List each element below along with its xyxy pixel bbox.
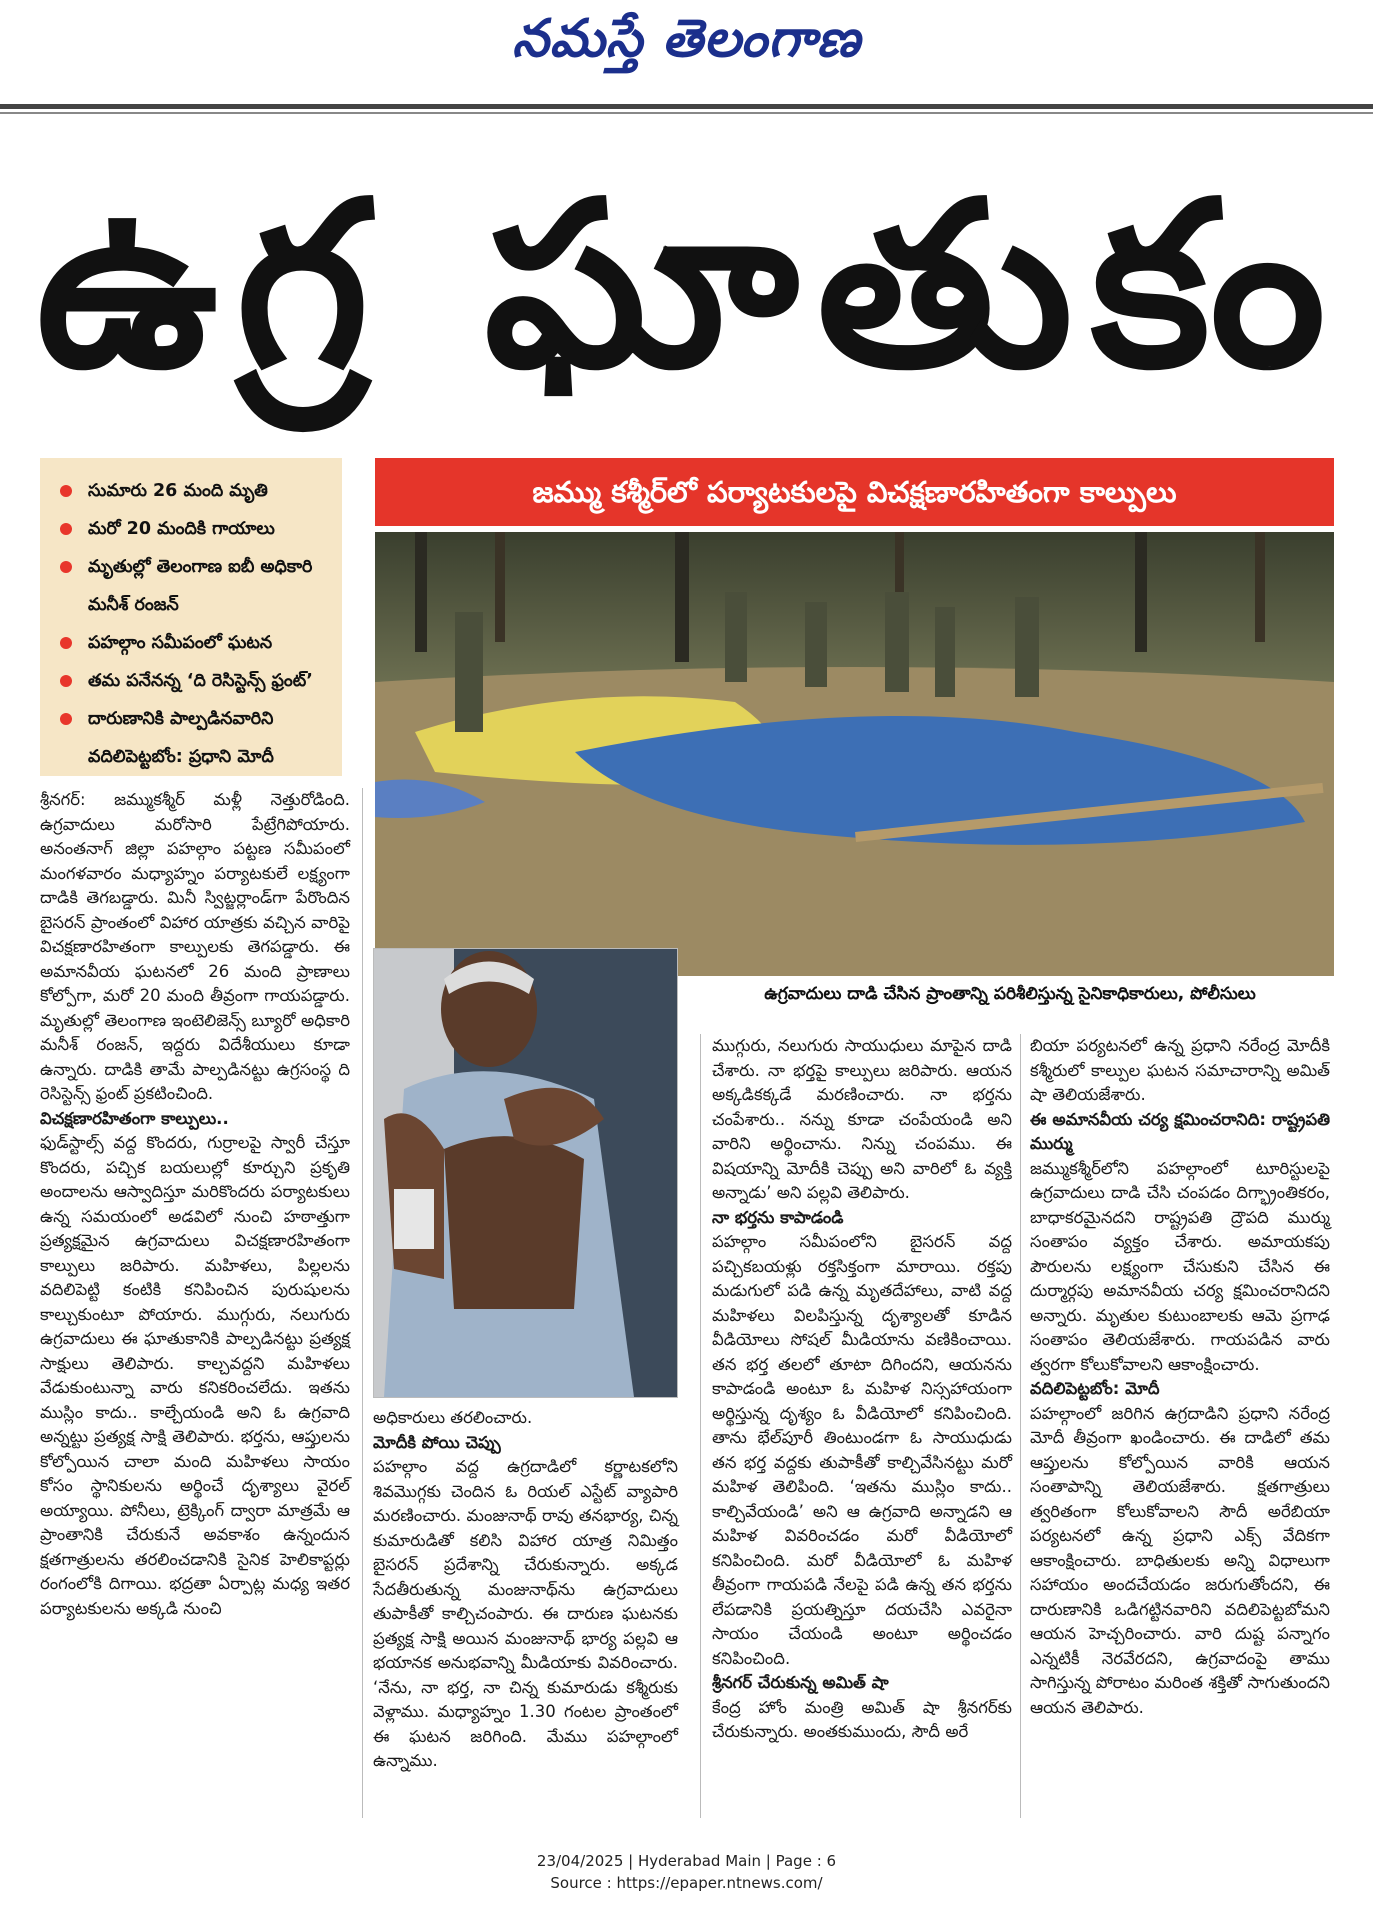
inset-photo <box>373 948 678 1398</box>
article-column-4 <box>1030 1034 1330 1720</box>
highlight-item: మరో 20 మందికి గాయాలు <box>54 510 334 548</box>
article-column-3 <box>712 1034 1012 1745</box>
highlight-item: తమ పనేనన్న ‘ది రెసిస్టెన్స్ ఫ్రంట్’ <box>54 662 334 700</box>
article-subheading: విచక్షణారహితంగా కాల్పులు.. <box>40 1108 229 1128</box>
article-paragraph: కేంద్ర హోం మంత్రి అమిత్ షా శ్రీనగర్‌కు చేరుకున్నారు. అంతకుముందు, సౌదీ అరే <box>712 1697 1012 1741</box>
article-paragraph: పహల్గాం సమీపంలోని బైసరన్ వద్ద పచ్చికబయళ్లు రక్తసిక్తంగా మారాయి. రక్తపు మడుగులో పడి ఉన్న మృతదేహాలు, వాటి వద్ద మహిళలు విలపిస్తున్న దృశ్యాలతో కూడిన వీడియోలు సోషల్ మీడియాను వణికించాయి. తన భర్త తలలో తూటా దిగిందని, ఆయనను కాపాడండి అంటూ ఓ మహిళ నిస్సహాయంగా అర్థిస్తున్న దృశ్యం ఓ వీడియోలో కనిపించింది. తాను భేల్‌పూరీ తింటుండగా ఓ సాయుధుడు తన భర్త వద్దకు తుపాకీతో కాల్చివేసినట్టు మరో మహిళ తెలిపింది. ‘ఇతను ముస్లిం కాదు.. కాల్చివేయండి’ అని ఆ ఉగ్రవాది అన్నాడని ఆ మహిళ వివరించడం మరో వీడియోలో కనిపించింది. మరో వీడియోలో ఓ మహిళ తీవ్రంగా గాయపడి నేలపై పడి ఉన్న తన భర్తను లేపడానికి ప్రయత్నిస్తూ దయచేసి ఎవరైనా సాయం చేయండి అంటూ అర్థించడం కనిపించింది. <box>712 1232 1012 1668</box>
article-paragraph: పహల్గాంలో జరిగిన ఉగ్రదాడిని ప్రధాని నరేంద్ర మోదీ తీవ్రంగా ఖండించారు. ఈ దాడిలో తమ ఆప్తులను కోల్పోయిన వారికి ఆయన సంతాపాన్ని తెలియజేశారు. క్షతగాత్రులు త్వరితంగా కోలుకోవాలని సౌదీ అరేబియా పర్యటనలో ఉన్న ప్రధాని ఎక్స్ వేదికగా ఆకాంక్షించారు. బాధితులకు అన్ని విధాలుగా సహాయం అందచేయడం జరుగుతోందని, ఈ దారుణానికి ఒడిగట్టినవారిని వదిలిపెట్టబోమని ఆయన హెచ్చరించారు. వారి దుష్ట పన్నాగం ఎన్నటికీ నెరవేరదని, ఉగ్రవాదంపై తాము సాగిస్తున్న పోరాటం మరింత శక్తితో సాగుతుందని ఆయన తెలిపారు. <box>1030 1403 1330 1717</box>
injured-man-illustration <box>374 949 677 1397</box>
article-paragraph: బియా పర్యటనలో ఉన్న ప్రధాని నరేంద్ర మోదీకి కశ్మీరులో కాల్పుల ఘటన సమాచారాన్ని అమిత్ షా తెలియజేశారు. <box>1030 1036 1330 1104</box>
source-link[interactable]: Source : https://epaper.ntnews.com/ <box>550 1874 823 1892</box>
article-column-2 <box>373 1406 678 1774</box>
bullet-icon <box>60 675 72 687</box>
article-subheading: ఈ అమానవీయ చర్య క్షమించరానిది: రాష్ట్రపతి ముర్ము <box>1030 1109 1330 1153</box>
column-divider <box>362 788 363 1818</box>
highlights-box <box>40 458 342 776</box>
article-subheading: నా భర్తను కాపాడండి <box>712 1207 844 1227</box>
banner-subheadline: జమ్ము కశ్మీర్‌లో పర్యాటకులపై విచక్షణారహితంగా కాల్పులు <box>375 458 1334 526</box>
bullet-icon <box>60 523 72 535</box>
highlight-item: సుమారు 26 మంది మృతి <box>54 472 334 510</box>
highlight-item: పహల్గాం సమీపంలో ఘటన <box>54 624 334 662</box>
scene-illustration <box>375 532 1334 976</box>
masthead <box>0 0 1373 110</box>
article-paragraph: శ్రీనగర్: జమ్ముకశ్మీర్ మళ్లీ నెత్తురోడింది. ఉగ్రవాదులు మరోసారి పేట్రేగిపోయారు. అనంతనాగ్ జిల్లా పహల్గాం పట్టణ సమీపంలో మంగళవారం మధ్యాహ్నం పర్యాటకులే లక్ష్యంగా దాడికి తెగబడ్డారు. మినీ స్విట్జర్లాండ్‌గా పేరొందిన బైసరన్ ప్రాంతంలో విహార యాత్రకు వచ్చిన వారిపై విచక్షణారహితంగా కాల్పులకు తెగపడ్డారు. ఈ అమానవీయ ఘటనలో 26 మంది ప్రాణాలు కోల్పోగా, మరో 20 మంది తీవ్రంగా గాయపడ్డారు. మృతుల్లో తెలంగాణ ఇంటెలిజెన్స్ బ్యూరో అధికారి మనీశ్ రంజన్, ఇద్దరు విదేశీయులు కూడా ఉన్నారు. దాడికి తామే పాల్పడినట్టు ఉగ్రసంస్థ ది రెసిస్టెన్స్ ఫ్రంట్ ప్రకటించింది. <box>40 790 350 1103</box>
bullet-icon <box>60 637 72 649</box>
newspaper-logo: నమస్తే తెలంగాణ <box>512 8 861 69</box>
highlight-item: దారుణానికి పాల్పడినవారిని వదిలిపెట్టబోం: ప్రధాని మోదీ <box>54 700 334 776</box>
article-column-1 <box>40 788 350 1621</box>
article-paragraph: జమ్ముకశ్మీర్‌లోని పహల్గాంలో టూరిస్టులపై ఉగ్రవాదులు దాడి చేసి చంపడం దిగ్భ్రాంతికరం, బాధాకరమైనదని రాష్ట్రపతి ద్రౌపది ముర్ము సంతాపం వ్యక్తం చేశారు. అమాయకపు పౌరులను లక్ష్యంగా చేసుకుని చేసిన ఈ దుర్మార్గపు అమానవీయ చర్య క్షమించరానిదని అన్నారు. మృతుల కుటుంబాలకు ఆమె ప్రగాఢ సంతాపం తెలియజేశారు. గాయపడిన వారు త్వరగా కోలుకోవాలని ఆకాంక్షించారు. <box>1030 1158 1330 1374</box>
article-subheading: వదిలిపెట్టబోం: మోదీ <box>1030 1379 1160 1398</box>
edition-info: 23/04/2025 | Hyderabad Main | Page : 6 <box>536 1852 837 1870</box>
article-subheading: మోదీకి పోయి చెప్పు <box>373 1432 501 1452</box>
main-headline: ఉగ్ర ఘాతుకం <box>36 152 1344 418</box>
article-paragraph: ఫుడ్‌స్టాల్స్ వద్ద కొందరు, గుర్రాలపై స్వారీ చేస్తూ కొందరు, పచ్చిక బయలుల్లో కూర్చుని ప్రకృతి అందాలను ఆస్వాదిస్తూ మరికొందరు పర్యాటకులు ఉన్న సమయంలో అడవిలో నుంచి హఠాత్తుగా ప్రత్యక్షమైన ఉగ్రవాదులు విచక్షణారహితంగా కాల్పులు జరిపారు. మహిళలు, పిల్లలను వదిలిపెట్టి కంటికి కనిపించిన పురుషులను కాల్చుకుంటూ పోయారు. ముగ్గురు, నలుగురు ఉగ్రవాదులు ఈ ఘాతుకానికి పాల్పడినట్టు ప్రత్యక్ష సాక్షులు తెలిపారు. కాల్చవద్దని మహిళలు వేడుకుంటున్నా వారు కనికరించలేదు. ఇతను ముస్లిం కాదు.. కాల్చేయండి అని ఓ ఉగ్రవాది అన్నట్టు ప్రత్యక్ష సాక్షి తెలిపారు. భర్తను, ఆప్తులను కోల్పోయిన చాలా మంది మహిళలు సాయం కోసం స్థానికులను అర్థించే దృశ్యాలు వైరల్ అయ్యాయి. పోనీలు, ట్రెక్కింగ్ ద్వారా మాత్రమే ఆ ప్రాంతానికి చేరుకునే అవకాశం ఉన్నందున క్షతగాత్రులను తరలించడానికి సైనిక హెలికాప్టర్లు రంగంలోకి దిగాయి. భద్రతా ఏర్పాట్ల మధ్య ఇతర పర్యాటకులను అక్కడి నుంచి <box>40 1133 350 1618</box>
bullet-icon <box>60 561 72 573</box>
article-subheading: శ్రీనగర్ చేరుకున్న అమిత్ షా <box>712 1673 889 1692</box>
bullet-icon <box>60 713 72 725</box>
main-photo <box>375 532 1334 976</box>
article-paragraph: ముగ్గురు, నలుగురు సాయుధులు మాపైన దాడి చేశారు. నా భర్తపై కాల్పులు జరిపారు. ఆయన అక్కడికక్కడే మరణించారు. నా భర్తను చంపేశారు.. నన్ను కూడా చంపేయండి అని వారిని అర్థించాను. నిన్ను చంపము. ఈ విషయాన్ని మోదీకి చెప్పు అని వారిలో ఓ వ్యక్తి అన్నాడు’ అని పల్లవి తెలిపారు. <box>712 1036 1012 1202</box>
masthead-rule-thin <box>0 112 1373 114</box>
article-paragraph: పహల్గాం వద్ద ఉగ్రదాడిలో కర్ణాటకలోని శివమొగ్గకు చెందిన ఓ రియల్ ఎస్టేట్ వ్యాపారి మరణించారు. మంజునాథ్ రావు తనభార్య, చిన్న కుమారుడితో కలిసి విహార యాత్ర నిమిత్తం బైసరన్ ప్రదేశాన్ని చేరుకున్నారు. అక్కడ సేదతీరుతున్న మంజునాథ్‌ను ఉగ్రవాదులు తుపాకీతో కాల్చిచంపారు. ఈ దారుణ ఘటనకు ప్రత్యక్ష సాక్షి అయిన మంజునాథ్ భార్య పల్లవి ఆ భయానక అనుభవాన్ని మీడియాకు వివరించారు. ‘నేను, నా భర్త, నా చిన్న కుమారుడు కశ్మీరుకు వెళ్లాము. మధ్యాహ్నం 1.30 గంటల ప్రాంతంలో ఈ ఘటన జరిగింది. మేము పహల్గాంలో ఉన్నాము. <box>373 1457 678 1770</box>
masthead-rule <box>0 104 1373 109</box>
column-divider <box>700 1034 701 1818</box>
article-paragraph: అధికారులు తరలించారు. <box>373 1408 533 1427</box>
highlight-item: మృతుల్లో తెలంగాణ ఐబీ అధికారి మనీశ్ రంజన్ <box>54 548 334 624</box>
photo-caption: ఉగ్రవాదులు దాడి చేసిన ప్రాంతాన్ని పరిశీలిస్తున్న సైనికాధికారులు, పోలీసులు <box>764 984 1256 1004</box>
bullet-icon <box>60 485 72 497</box>
page-footer <box>0 1850 1373 1894</box>
column-divider <box>1020 1034 1021 1818</box>
